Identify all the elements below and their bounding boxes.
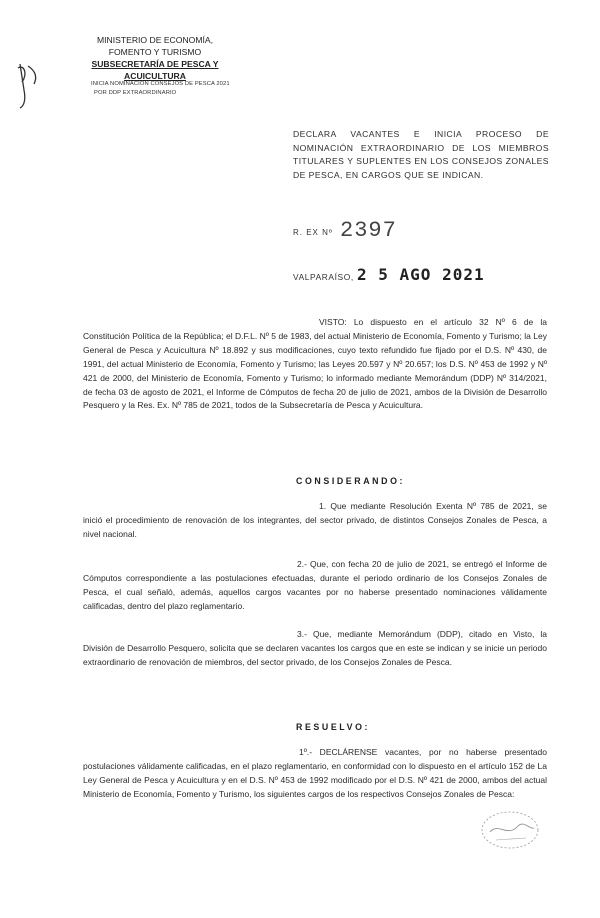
resolution-label: R. EX Nº xyxy=(293,228,333,237)
date-stamp: 2 5 AGO 2021 xyxy=(357,265,485,284)
considerando-item-3 xyxy=(83,628,547,670)
subsecretaria-text: SUBSECRETARÍA DE PESCA Y ACUICULTURA xyxy=(91,59,219,81)
header-small-note-1: INICIA NOMINACIÓN CONSEJOS DE PESCA 2021 xyxy=(91,81,230,87)
visto-paragraph xyxy=(83,316,547,413)
considerando-item-2-text: 2.- Que, con fecha 20 de julio de 2021, se entregó el Informe de Cómputos correspondiente a las postulaciones efectuadas, durante el periodo ordinario de los Consejos Zonales de Pesca, el cual señaló, además, aquellos cargos vacantes por no haberse presentado nominaciones válidamente calificadas, dentro del plazo reglamentario. xyxy=(83,559,547,611)
considerando-heading: CONSIDERANDO: xyxy=(296,476,406,486)
resuelvo-heading: RESUELVO: xyxy=(296,722,371,732)
subsecretaria-title xyxy=(60,58,250,82)
considerando-item-2 xyxy=(83,558,547,614)
ministry-line-1: MINISTERIO DE ECONOMÍA, xyxy=(96,35,214,45)
resuelvo-item-1 xyxy=(83,746,547,802)
ministry-header xyxy=(60,34,250,82)
visto-text: VISTO: Lo dispuesto en el artículo 32 Nº 6 de la Constitución Política de la República; el D.F.L. Nº 5 de 1983, del actual Ministerio de Economía, Fomento y Turismo; la Ley General de Pesca y Acuicultura Nº 18.892 y sus modificaciones, cuyo texto refundido fue fijado por el D.S. Nº 430, de 1991, del actual Ministerio de Economía, Fomento y Turismo; las Leyes 20.597 y Nº 20.657; los D.S. Nº 453 de 1992 y Nº 421 de 2000, del Ministerio de Economía, Fomento y Turismo; lo informado mediante Memorándum (DDP) Nº 314/2021, de fecha 03 de agosto de 2021, el Informe de Cómputos de fecha 20 de julio de 2021, ambos de la División de Desarrollo Pesquero y la Res. Ex. Nº 785 de 2021, todos de la Subsecretaría de Pesca y Acuicultura. xyxy=(83,317,547,411)
considerando-item-1-text: 1. Que mediante Resolución Exenta Nº 785 de 2021, se inició el procedimiento de renovación de los integrantes, del sector privado, de distintos Consejos Zonales de Pesca, a nivel nacional. xyxy=(83,501,547,539)
header-small-note-2: POR DDP EXTRAORDINARIO xyxy=(94,90,177,96)
considerando-item-1 xyxy=(83,500,547,542)
resuelvo-item-1-text: 1º.- DECLÁRENSE vacantes, por no haberse presentado postulaciones válidamente calificadas, en el plazo reglamentario, en conformidad con lo dispuesto en el artículo 152 de La Ley General de Pesca y Acuicultura y en el D.S. Nº 453 de 1992 modificado por el D.S. Nº 421 de 2000, ambos del actual Ministerio de Economía, Fomento y Turismo, los siguientes cargos de los respectivos Consejos Zonales de Pesca: xyxy=(83,747,547,799)
considerando-item-3-text: 3.- Que, mediante Memorándum (DDP), citado en Visto, la División de Desarrollo Pesquero, solicita que se declaren vacantes los cargos que en este se indican y se inicie un periodo extraordinario de renovación de miembros, del sector privado, de los Consejos Zonales de Pesca. xyxy=(83,629,547,667)
handwritten-initial xyxy=(14,60,48,110)
ministry-line-2: FOMENTO Y TURISMO xyxy=(108,47,202,57)
document-summary: DECLARA VACANTES E INICIA PROCESO DE NOMINACIÓN EXTRAORDINARIO DE LOS MIEMBROS TITULARES Y SUPLENTES EN LOS CONSEJOS ZONALES DE PESCA, EN CARGOS QUE SE INDICAN. xyxy=(293,129,549,180)
resolution-number: 2397 xyxy=(340,218,397,243)
place-label: VALPARAÍSO, xyxy=(293,272,354,282)
official-stamp xyxy=(476,808,546,854)
